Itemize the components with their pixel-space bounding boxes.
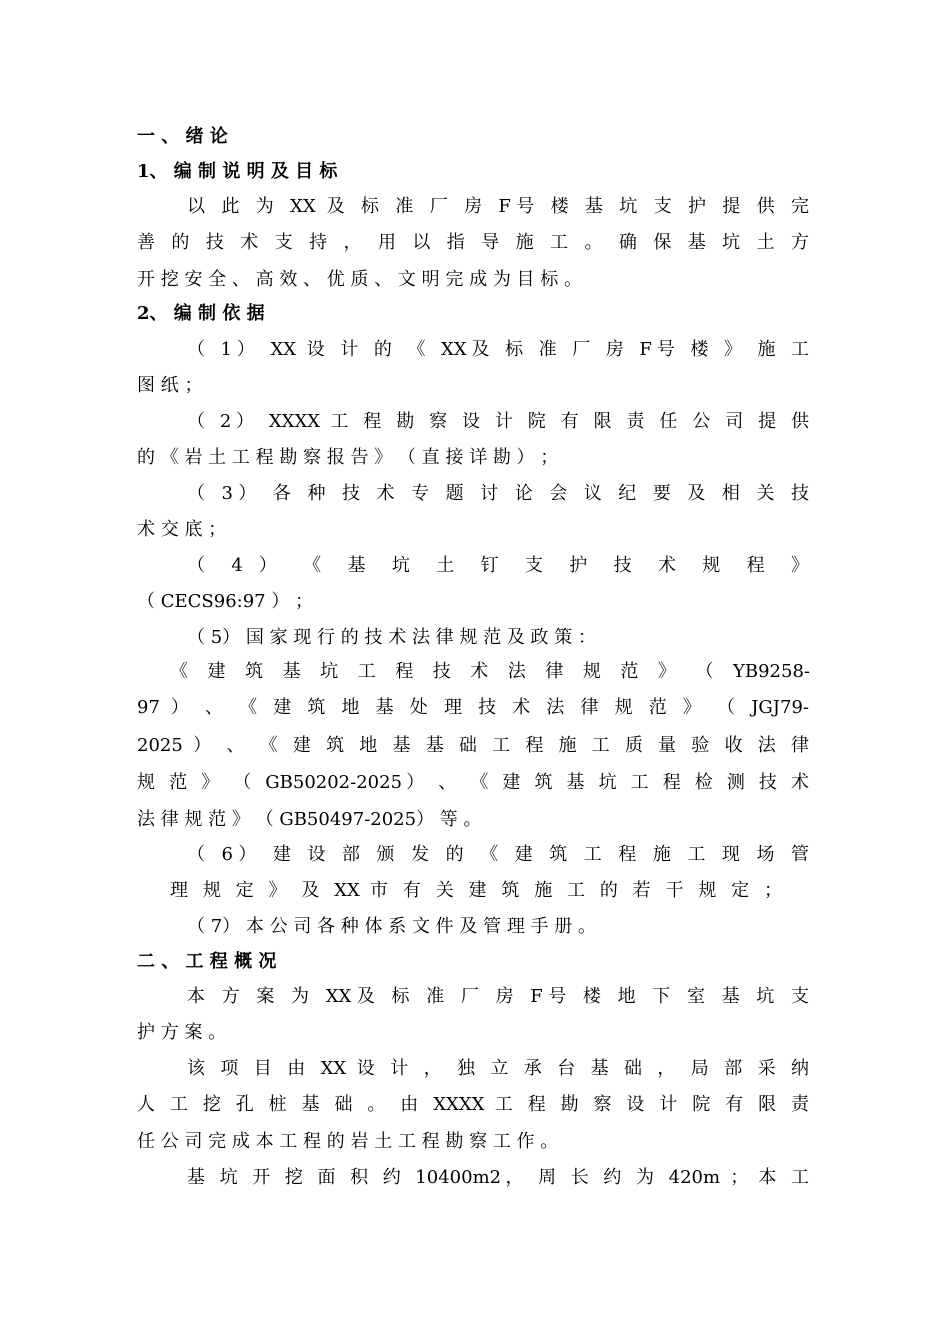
- list-item-line: （ 6） 建 设 部 颁 发 的 《 建 筑 工 程 施 工 现 场 管: [187, 844, 809, 865]
- list-item-line: 2025 ） 、 《 建 筑 地 基 基 础 工 程 施 工 质 量 验 收 法 律: [137, 735, 809, 756]
- list-item-line: 的 《 岩 土 工 程 勘 察 报 告 》 （ 直 接 详 勘 ） ；: [137, 447, 559, 468]
- paragraph-line: 善 的 技 术 支 持 ， 用 以 指 导 施 工 。 确 保 基 坑 土 方: [137, 232, 809, 253]
- list-item-line: （ CECS96:97 ） ；: [137, 591, 314, 612]
- list-item-line: （ 4 ） 《 基 坑 土 钉 支 护 技 术 规 程 》: [187, 555, 809, 576]
- list-item-line: 法 律 规 范 》 （ GB50497-2025） 等 。: [137, 809, 482, 830]
- list-item-line: 图 纸 ；: [137, 375, 203, 396]
- paragraph-line: 人 工 挖 孔 桩 基 础 。 由 XXXX 工 程 勘 察 设 计 院 有 限 责: [137, 1094, 809, 1115]
- list-item-line: （ 7） 本 公 司 各 种 体 系 文 件 及 管 理 手 册 。: [187, 916, 596, 937]
- list-item-line: （ 2） XXXX 工 程 勘 察 设 计 院 有 限 责 任 公 司 提 供: [187, 411, 809, 432]
- section-heading-overview: 二 、 工 程 概 况: [137, 951, 277, 972]
- list-item-line: 97 ） 、 《 建 筑 地 基 处 理 技 术 法 律 规 范 》 （ JGJ79-: [137, 697, 809, 718]
- list-item-line: （ 3） 各 种 技 术 专 题 讨 论 会 议 纪 要 及 相 关 技: [187, 483, 809, 504]
- list-item-line: （ 5） 国 家 现 行 的 技 术 法 律 规 范 及 政 策 ：: [187, 627, 596, 648]
- list-item-line: 《 建 筑 基 坑 工 程 技 术 法 律 规 范 》 （ YB9258-: [170, 661, 810, 682]
- paragraph-line: 开 挖 安 全 、 高 效 、 优 质 、 文 明 完 成 为 目 标 。: [137, 269, 582, 290]
- subsection-heading-basis: 2、 编 制 依 据: [137, 303, 265, 324]
- paragraph-line: 该 项 目 由 XX 设 计 ， 独 立 承 台 基 础 ， 局 部 采 纳: [187, 1058, 809, 1079]
- paragraph-line: 本 方 案 为 XX及 标 准 厂 房 F号 楼 地 下 室 基 坑 支: [187, 986, 809, 1007]
- list-item-line: 规 范 》 （ GB50202-2025） 、 《 建 筑 基 坑 工 程 检 测 技 术: [137, 772, 809, 793]
- paragraph-line: 任 公 司 完 成 本 工 程 的 岩 土 工 程 勘 察 工 作 。: [137, 1131, 559, 1152]
- subsection-heading-purpose: 1、 编 制 说 明 及 目 标: [137, 161, 338, 182]
- paragraph-line: 基 坑 开 挖 面 积 约 10400m2， 周 长 约 为 420m ； 本 工: [187, 1167, 809, 1188]
- section-heading-introduction: 一 、 绪 论: [137, 126, 228, 147]
- list-item-line: 理 规 定 》 及 XX 市 有 关 建 筑 施 工 的 若 干 规 定 ；: [170, 880, 782, 901]
- list-item-line: （ 1） XX 设 计 的 《 XX及 标 准 厂 房 F号 楼 》 施 工: [187, 339, 809, 360]
- paragraph-line: 护 方 案 。: [137, 1022, 227, 1043]
- list-item-line: 术 交 底 ；: [137, 519, 227, 540]
- paragraph-line: 以 此 为 XX 及 标 准 厂 房 F号 楼 基 坑 支 护 提 供 完: [187, 196, 809, 217]
